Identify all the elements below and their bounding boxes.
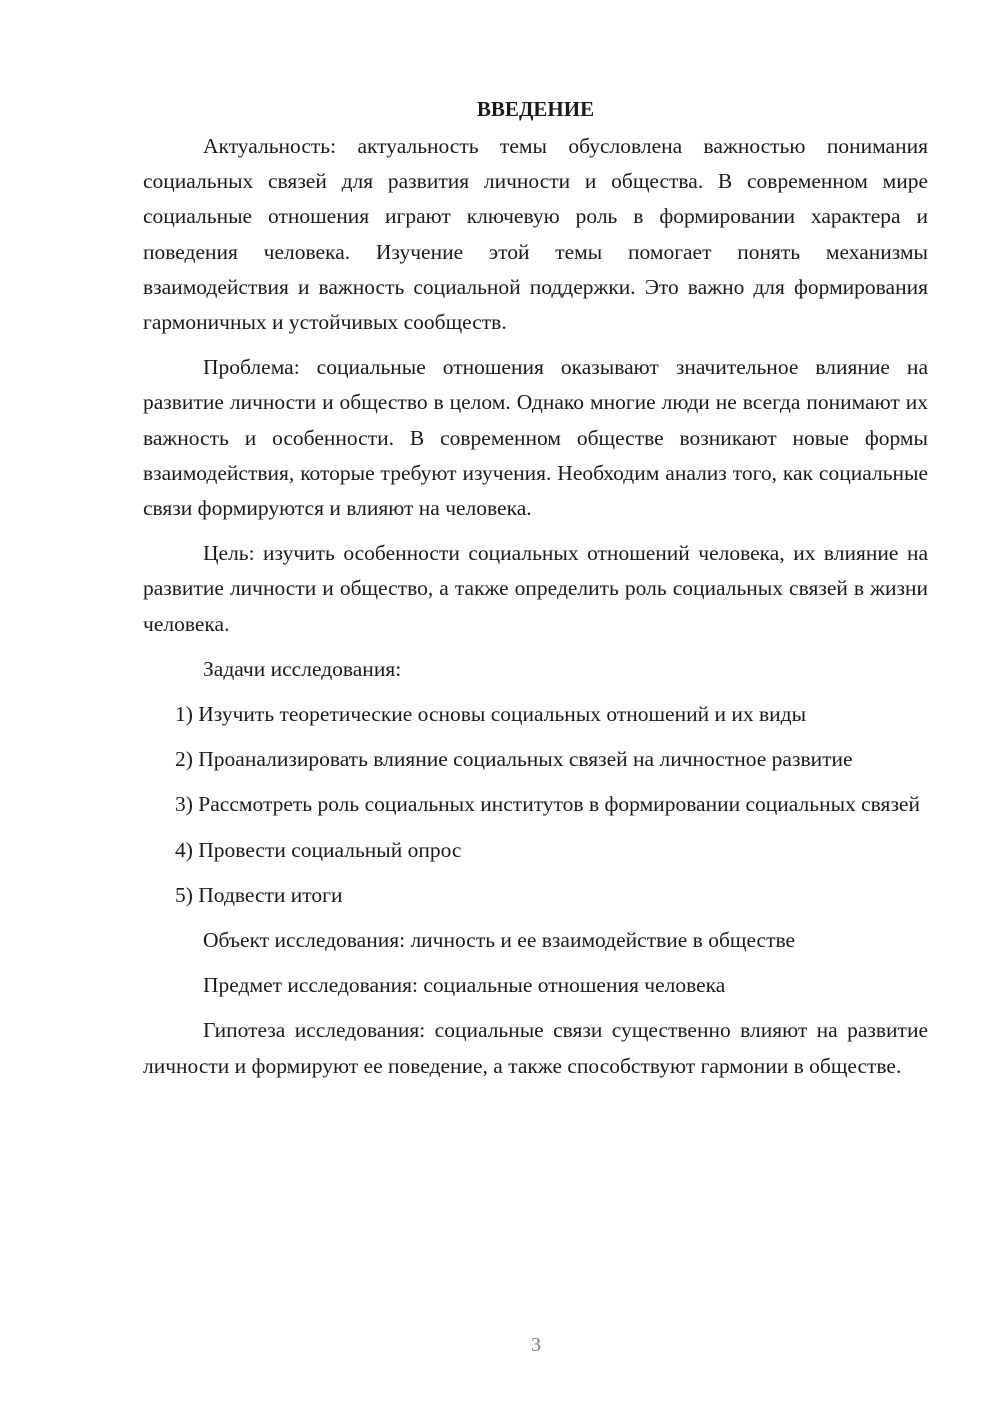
object-paragraph: Объект исследования: личность и ее взаимодействие в обществе <box>203 928 796 953</box>
document-page <box>143 92 928 1094</box>
hypothesis-paragraph: Гипотеза исследования: социальные связи существенно влияют на развитие личности и формируют ее поведение, а также способствуют гармонии в обществе. <box>143 1018 928 1078</box>
task-item-3: 3) Рассмотреть роль социальных институтов в формировании социальных связей <box>175 792 920 817</box>
task-item-1: 1) Изучить теоретические основы социальных отношений и их виды <box>175 702 807 727</box>
page-title: ВВЕДЕНИЕ <box>476 97 595 121</box>
subject-paragraph: Предмет исследования: социальные отношения человека <box>203 973 726 998</box>
relevance-paragraph: Актуальность: актуальность темы обусловлена важностью понимания социальных связей для развития личности и общества. В современном мире социальные отношения играют ключевую роль в формировании характера и поведения человека. Изучение этой темы помогает понять механизмы взаимодействия и важность социальной поддержки. Это важно для формирования гармоничных и устойчивых сообществ. <box>143 134 928 335</box>
task-item-4: 4) Провести социальный опрос <box>175 837 462 862</box>
task-item-2: 2) Проанализировать влияние социальных связей на личностное развитие <box>175 747 853 772</box>
page-number: 3 <box>531 1334 541 1356</box>
goal-paragraph: Цель: изучить особенности социальных отношений человека, их влияние на развитие личности и общество, а также определить роль социальных связей в жизни человека. <box>143 541 928 636</box>
tasks-heading: Задачи исследования: <box>203 656 402 681</box>
problem-paragraph: Проблема: социальные отношения оказывают значительное влияние на развитие личности и общество в целом. Однако многие люди не всегда понимают их важность и особенности. В современном обществе возникают новые формы взаимодействия, которые требуют изучения. Необходим анализ того, как социальные связи формируются и влияют на человека. <box>143 355 928 521</box>
task-item-5: 5) Подвести итоги <box>175 882 343 907</box>
